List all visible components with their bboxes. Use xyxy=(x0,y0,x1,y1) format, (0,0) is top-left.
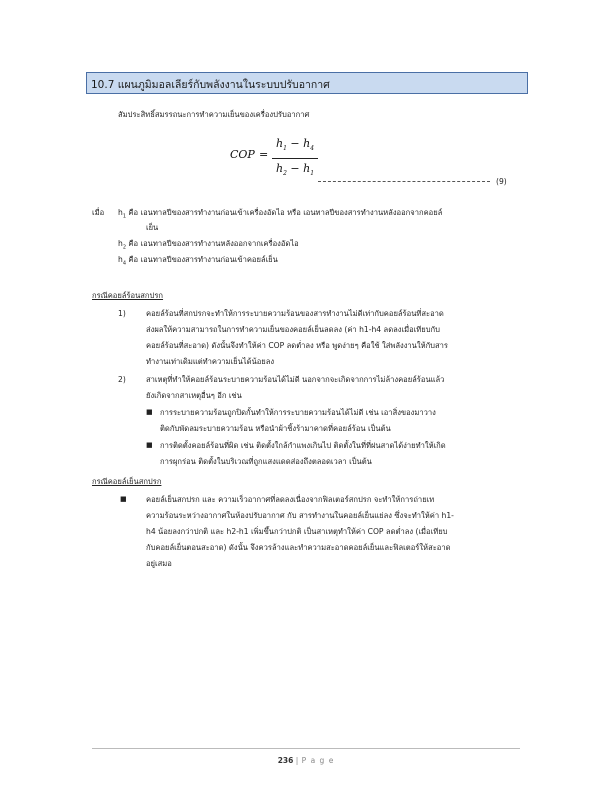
paragraph-line: การผุกร่อน ติดตั้งในบริเวณที่ถูกแสงแดดส่องถึงตลอดเวลา เป็นต้น xyxy=(160,457,372,466)
cop-label: COP xyxy=(230,148,255,161)
paragraph-line: ความร้อนระหว่างอากาศในห้องปรับอากาศ กับ สารทำงานในคอยล์เย็นแย่ลง ซึ่งจะทำให้ค่า h1- xyxy=(146,511,454,520)
paragraph-line: อยู่เสมอ xyxy=(146,559,172,568)
paragraph-line: การระบายความร้อนถูกปิดกั้นทำให้การระบายความร้อนได้ไม่ดี เช่น เอาสิ่งของมาวาง xyxy=(160,408,436,417)
hot-coil-heading: กรณีคอยล์ร้อนสกปรก xyxy=(92,291,164,300)
paragraph-line: การติดตั้งคอยล์ร้อนที่ผิด เช่น ติดตั้งใกล้กำแพงเกินไป ติดตั้งในที่ที่ฝนสาดได้ง่ายทำให้เกิด xyxy=(160,441,446,450)
fraction-bar xyxy=(272,158,318,159)
footer-separator: | xyxy=(295,756,300,765)
paragraph-line: กับคอยล์เย็นตอนสะอาด) ดังนั้น จึงควรล้างและทำความสะอาดคอยล์เย็นและฟิลเตอร์ให้สะอาด xyxy=(146,543,451,552)
paragraph-line: ติดกับพัดลมระบายความร้อน หรือนำผ้าชิ้งร้ามาคาดที่คอยล์ร้อน เป็นต้น xyxy=(160,424,391,433)
equation-number: (9) xyxy=(496,177,507,186)
paragraph-line: คอยล์เย็นสกปรก และ ความเร็วอากาศที่ลดลงเนื่องจากฟิลเตอร์สกปรก จะทำให้การถ่ายเท xyxy=(146,495,435,504)
intro-text: สัมประสิทธิ์สมรรถนะการทำความเย็นของเครื่องปรับอากาศ xyxy=(118,110,310,119)
paragraph-line: h4 น้อยลงกว่าปกติ และ h2-h1 เพิ่มขึ้นกว่าปกติ เป็นสาเหตุทำให้ค่า COP ลดต่ำลง (เมื่อเทียบ xyxy=(146,527,448,536)
leader-line xyxy=(318,181,490,182)
section-header xyxy=(86,72,528,94)
where-label: เมื่อ xyxy=(92,208,105,217)
page-number: 236 xyxy=(277,756,294,765)
denominator: $h_2 - h_1$ xyxy=(276,162,315,178)
equals-sign: = xyxy=(259,148,269,161)
footer-divider xyxy=(92,748,520,749)
paragraph-line: สาเหตุที่ทำให้คอยล์ร้อนระบายความร้อนได้ไม่ดี นอกจากจะเกิดจากการไม่ล้างคอยล์ร้อนแล้ว xyxy=(146,375,445,384)
paragraph-line: ทำงานเท่าเดิมแต่ทำความเย็นได้น้อยลง xyxy=(146,357,275,366)
paragraph-line: คอยล์ร้อนที่สกปรกจะทำให้การระบายความร้อนของสารทำงานไม่ดีเท่ากับคอยล์ร้อนที่สะอาด xyxy=(146,309,444,318)
def-h2: $h_2$ คือ เอนทาลปีของสารทำงานหลังออกจากเครื่องอัดไอ xyxy=(118,239,299,251)
item-number: 1) xyxy=(118,309,126,318)
item-number: 2) xyxy=(118,375,126,384)
bullet-square-icon: ■ xyxy=(120,495,127,503)
numerator: $h_1 - h_4$ xyxy=(276,137,315,153)
paragraph-line: คอยล์ร้อนที่สะอาด) ดังนั้นจึงทำให้ค่า COP ลดต่ำลง หรือ พูดง่ายๆ คือใช้ ใส่พลังงานให้กับสาร xyxy=(146,341,448,350)
def-h4: $h_4$ คือ เอนทาลปีของสารทำงานก่อนเข้าคอยล์เย็น xyxy=(118,255,278,267)
bullet-square-icon: ■ xyxy=(146,441,153,449)
paragraph-line: ส่งผลให้ความสามารถในการทำความเย็นของคอยล์เย็นลดลง (ค่า h1-h4 ลดลงเมื่อเทียบกับ xyxy=(146,325,440,334)
page-footer xyxy=(0,756,612,765)
page-label: P a g e xyxy=(301,756,335,765)
paragraph-line: ยังเกิดจากสาเหตุอื่นๆ อีก เช่น xyxy=(146,391,242,400)
section-title: 10.7 แผนภูมิมอลเลียร์กับพลังงานในระบบปรับอากาศ xyxy=(91,79,330,91)
def-h1: $h_1$ คือ เอนทาลปีของสารทำงานก่อนเข้าเครื่องอัดไอ หรือ เอนทาลปีของสารทำงานหลังออกจากคอยล์ xyxy=(118,208,443,220)
def-h1-cont: เย็น xyxy=(146,223,159,232)
bullet-square-icon: ■ xyxy=(146,408,153,416)
cold-coil-heading: กรณีคอยล์เย็นสกปรก xyxy=(92,477,162,486)
